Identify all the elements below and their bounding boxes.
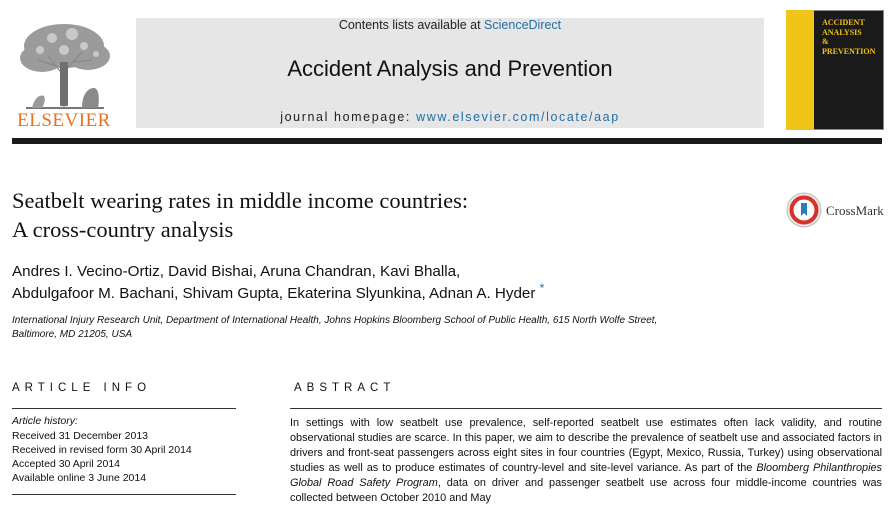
abstract-heading: ABSTRACT	[294, 382, 396, 394]
article-info-heading: ARTICLE INFO	[12, 382, 152, 394]
journal-homepage-link[interactable]: www.elsevier.com/locate/aap	[416, 110, 620, 124]
article-history-label: Article history:	[12, 415, 78, 427]
history-item: Available online 3 June 2014	[12, 472, 147, 484]
abstract-body	[290, 416, 882, 506]
history-item: Received 31 December 2013	[12, 430, 148, 442]
cover-title-line: ANALYSIS	[822, 27, 862, 37]
contents-availability-line	[136, 18, 764, 32]
history-item: Accepted 30 April 2014	[12, 458, 120, 470]
abstract-text-part: In settings with low seatbelt use prevalence, self-reported seatbelt use estimates often lack validity, and routine observational studies are scarce. In this paper, we aim to describe the prevalence of seatbelt use and associated factors in drivers and front-seat passengers across eight sites in four countries (Egypt, Mexico, Russia, Turkey) using observational studies as well as to produce estimates of country-level and site-level variance. As part of the	[290, 417, 882, 474]
elsevier-wordmark: ELSEVIER	[17, 110, 111, 131]
affiliation-line: Baltimore, MD 21205, USA	[12, 329, 133, 340]
journal-title: Accident Analysis and Prevention	[287, 56, 613, 81]
cover-title-line: &	[822, 37, 829, 46]
cover-title-line: PREVENTION	[822, 46, 876, 56]
crossmark-icon[interactable]	[786, 192, 822, 228]
homepage-prefix: journal homepage:	[280, 110, 417, 124]
article-title-line: Seatbelt wearing rates in middle income countries:	[12, 188, 469, 213]
journal-cover-stripe	[786, 10, 814, 130]
history-item: Received in revised form 30 April 2014	[12, 444, 192, 456]
abstract-rule	[290, 408, 882, 409]
author-line: Andres I. Vecino-Ortiz, David Bishai, Aruna Chandran, Kavi Bhalla,	[12, 263, 461, 280]
program-name: Bloomberg Philanthropies Global Road Safety Program	[290, 462, 882, 489]
crossmark-label[interactable]: CrossMark	[826, 203, 884, 218]
article-title	[12, 186, 712, 244]
journal-homepage-line	[136, 110, 764, 124]
author-line	[12, 280, 772, 305]
affiliation	[12, 314, 772, 342]
author-line-text: Abdulgafoor M. Bachani, Shivam Gupta, Ekaterina Slyunkina, Adnan A. Hyder	[12, 285, 536, 302]
corresponding-author-mark[interactable]: *	[539, 280, 545, 295]
article-info-rule	[12, 494, 236, 495]
article-title-line: A cross-country analysis	[12, 217, 234, 242]
article-history-list	[12, 429, 192, 485]
journal-cover-title	[822, 18, 882, 56]
author-list	[12, 261, 772, 305]
article-info-rule	[12, 408, 236, 409]
abstract-text-part: , data on driver and passenger seatbelt use across four middle-income countries was collected between October 2010 and May	[290, 477, 883, 504]
cover-title-line: ACCIDENT	[822, 18, 865, 27]
affiliation-line: International Injury Research Unit, Department of International Health, Johns Hopkins Bloomberg School of Public Health, 615 North Wolfe Street,	[12, 315, 658, 326]
sciencedirect-link[interactable]: ScienceDirect	[484, 18, 562, 32]
header-divider	[12, 138, 882, 144]
contents-prefix: Contents lists available at	[338, 18, 485, 32]
